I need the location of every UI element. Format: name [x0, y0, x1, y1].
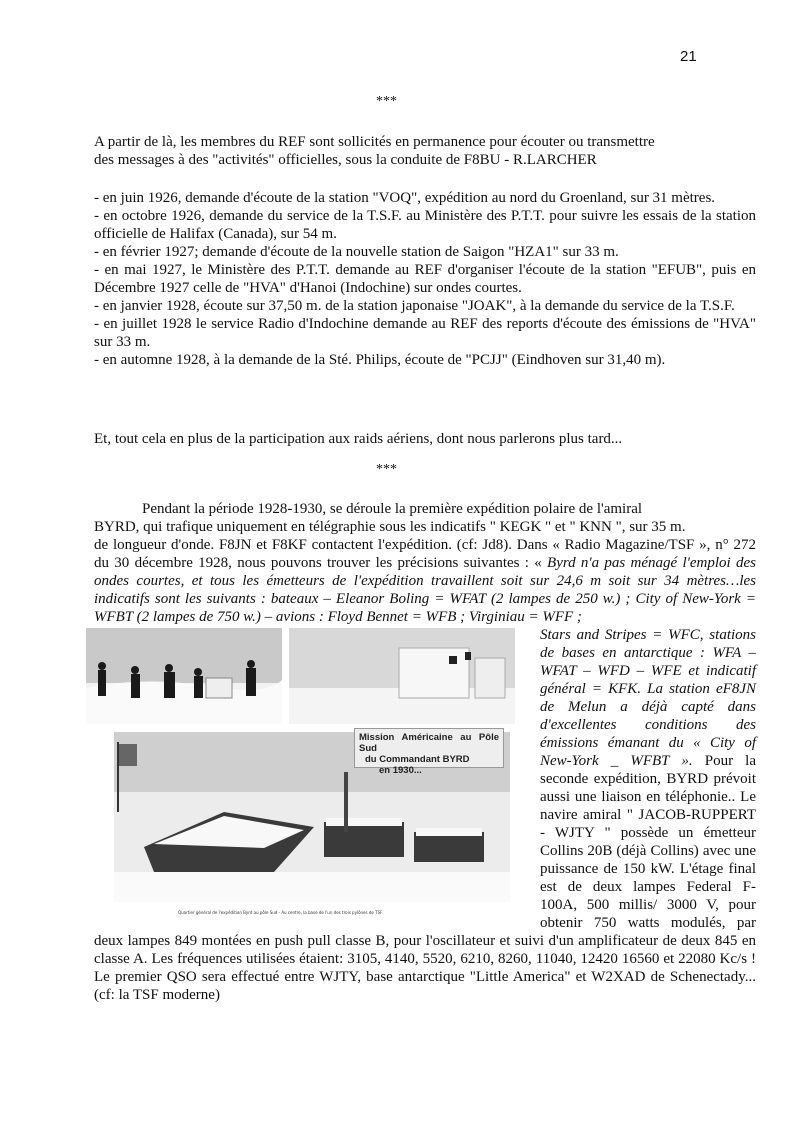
intro-line: des messages à des "activités" officielles, sous la conduite de F8BU - R.LARCHER [94, 152, 597, 168]
photo-caption [354, 728, 504, 776]
activity-list [94, 189, 756, 369]
list-item: - en mai 1927, le Ministère des P.T.T. demande au REF d'organiser l'écoute de la station "EFUB", puis en Décembre 1927 celle de "HVA" d'Hanoi (Indochine) sur ondes courtes. [94, 262, 756, 296]
list-item: - en octobre 1926, demande du service de la T.S.F. au Ministère des P.T.T. pour suivre les essais de la station officielle de Halifax (Canada), sur 54 m. [94, 208, 756, 242]
byrd-paragraph [94, 500, 756, 1004]
byrd-line: de longueur d'onde. F8JN et F8KF contactent l'expédition. (cf: Jd8). Dans « Radio Magazine/TSF », n° 272 du 30 décembre 1928, nous pouvons trouver les précisions suivantes : « [94, 537, 756, 571]
list-item: - en automne 1928, à la demande de la Sté. Philips, écoute de "PCJJ" (Eindhoven sur 31,40 m). [94, 352, 666, 368]
list-item: - en janvier 1928, écoute sur 37,50 m. de la station japonaise "JOAK", à la demande du service de la T.S.F. [94, 298, 735, 314]
list-item: - en juillet 1928 le service Radio d'Indochine demande au REF des reports d'écoute des émissions de "HVA" sur 33 m. [94, 316, 756, 350]
byrd-line: Pendant la période 1928-1930, se déroule la première expédition polaire de l'amiral [142, 501, 643, 517]
photo-men-digging [86, 628, 282, 724]
quote-text: Byrd n'a pas ménagé l'emploi des ondes courtes, et tous les émetteurs de l'expédition travaillent soit sur 24,6 m soit sur 34 mètres…les indicatifs sont les suivants : bateaux – Eleanor Boling = WFAT (2 lampes de 250 w.) ; City of New-York = WFBT (2 lampes de 750 w.) – avions : Floyd Bennet = WFB ; Virginiau = WFF ; [94, 555, 756, 625]
photo-small-caption: Quartier général de l'expédition Byrd au pôle Sud - Au centre, la base de l'un des trois pylônes de TSF. [178, 910, 384, 915]
summary-line: Et, tout cela en plus de la participation aux raids aériens, dont nous parlerons plus tard... [94, 431, 623, 447]
expedition-photo [86, 628, 528, 916]
caption-line: en 1930... [379, 765, 422, 776]
byrd-text: Pour la seconde expédition, BYRD prévoit aussi une liaison en téléphonie.. Le navire amiral " JACOB-RUPPERT - WJTY " possède un émetteur Collins 20B (déjà Collins) avec une puissance de 150 kW. L'étage final est de deux lampes Federal F-100A, 500 millis/ 3000 V, pour obtenir 750 watts modulés, par deux lampes 849 montées en push pull classe B, pour l'oscillateur et suivi d'un amplificateur de deux 845 en classe A. Les fréquences utilisées étaient: 3105, 4140, 5520, 6210, 8260, 11040, 12420 16560 et 22080 Kc/s ! Le premier QSO sera effectué entre WJTY, base antarctique "Little America" et W2XAD de Schenectady... (cf: la TSF moderne) [94, 753, 756, 1003]
caption-line: Mission Américaine au Pôle Sud [359, 732, 499, 754]
separator: *** [376, 94, 397, 109]
intro-line: A partir de là, les membres du REF sont sollicités en permanence pour écouter ou transmettre [94, 134, 655, 150]
page-number: 21 [680, 48, 697, 65]
byrd-line: BYRD, qui trafique uniquement en télégraphie sous les indicatifs " KEGK " et " KNN ", sur 35 m. [94, 519, 686, 535]
byrd-text-block [94, 536, 756, 626]
list-item: - en juin 1926, demande d'écoute de la station "VOQ", expédition au nord du Groenland, sur 31 mètres. [94, 190, 716, 206]
intro-paragraph [94, 133, 756, 169]
caption-line: du Commandant BYRD [365, 754, 470, 765]
separator: *** [376, 462, 397, 477]
photo-snow-blocks [289, 628, 515, 724]
list-item: - en février 1927; demande d'écoute de la nouvelle station de Saigon "HZA1" sur 33 m. [94, 244, 619, 260]
quote-text: Stars and Stripes = WFC, stations de bases en antarctique : WFA – WFAT – WFD – WFE et indicatif général = KFK. La station eF8JN de Melun a déjà capté dans d'excellentes conditions des émissions émanant du « City of New-York _ WFBT ». [540, 627, 756, 769]
